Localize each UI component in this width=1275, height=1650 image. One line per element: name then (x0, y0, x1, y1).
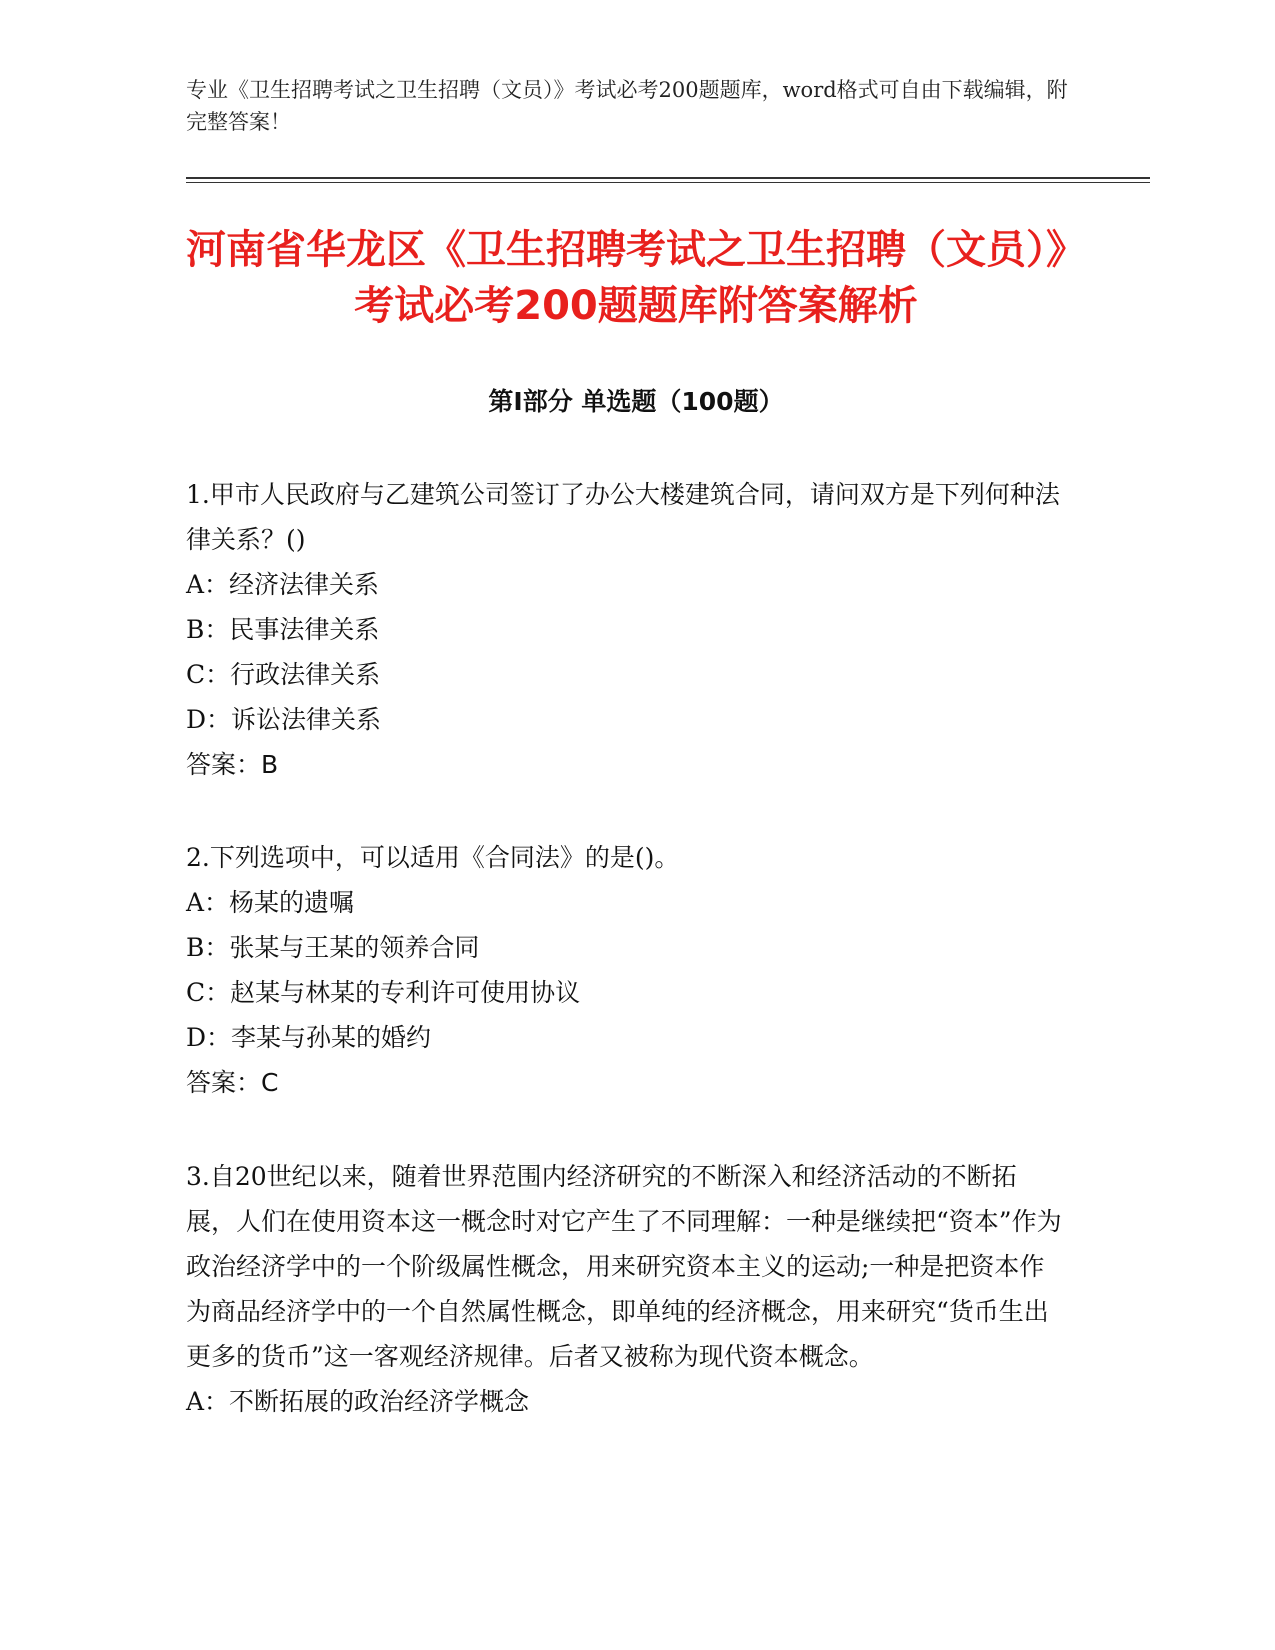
question-stem: 1.甲市人民政府与乙建筑公司签订了办公大楼建筑合同，请问双方是下列何种法律关系？() (186, 480, 1060, 554)
question-option-b: B：民事法律关系 (186, 615, 380, 644)
question-answer: 答案：B (186, 750, 279, 779)
question-option-c: C：行政法律关系 (186, 660, 381, 689)
question-stem: 2.下列选项中，可以适用《合同法》的是()。 (186, 843, 680, 872)
question-option-c: C：赵某与林某的专利许可使用协议 (186, 978, 581, 1007)
question-option-a: A：杨某的遗嘱 (186, 888, 355, 917)
header-note: 专业《卫生招聘考试之卫生招聘（文员）》考试必考200题题库，word格式可自由下载编辑，附完整答案！ (186, 78, 1068, 134)
question-option-a: A：不断拓展的政治经济学概念 (186, 1387, 530, 1416)
question-item (186, 1154, 1066, 1424)
question-item (186, 472, 1066, 787)
question-answer: 答案：C (186, 1068, 279, 1097)
question-option-a: A：经济法律关系 (186, 570, 380, 599)
question-stem: 3.自20世纪以来，随着世界范围内经济研究的不断深入和经济活动的不断拓展，人们在使用资本这一概念时对它产生了不同理解：一种是继续把“资本”作为政治经济学中的一个阶级属性概念，用来研究资本主义的运动;一种是把资本作为商品经济学中的一个自然属性概念，即单纯的经济概念，用来研究“货币生出更多的货币”这一客观经济规律。后者又被称为现代资本概念。 (186, 1162, 1062, 1371)
header-divider-thin (186, 182, 1150, 183)
document-title: 河南省华龙区《卫生招聘考试之卫生招聘（文员）》考试必考200题题库附答案解析 (186, 227, 1086, 329)
question-option-d: D：诉讼法律关系 (186, 705, 382, 734)
question-item (186, 835, 1066, 1105)
header-divider-thick (186, 177, 1150, 179)
section-heading: 第I部分 单选题（100题） (488, 387, 784, 416)
question-option-b: B：张某与王某的领养合同 (186, 933, 480, 962)
question-option-d: D：李某与孙某的婚约 (186, 1023, 432, 1052)
